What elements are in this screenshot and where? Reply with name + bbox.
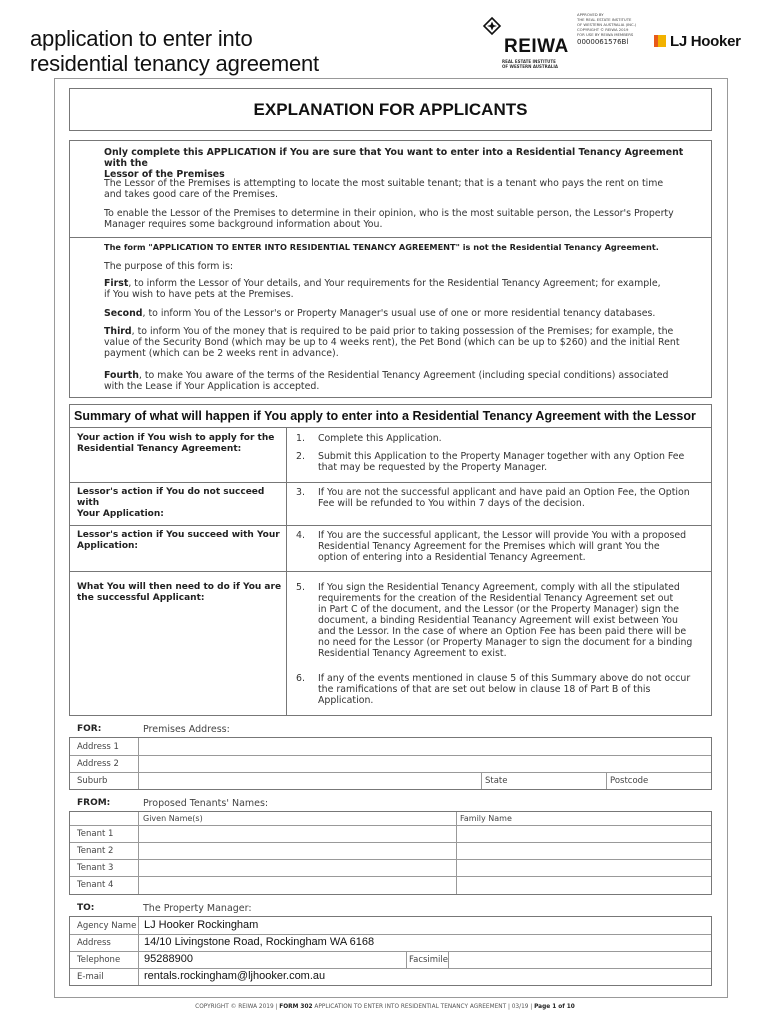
summary-action-4 bbox=[77, 582, 282, 604]
email-field[interactable]: rentals.rockingham@ljhooker.com.au bbox=[144, 970, 326, 982]
fourth-line-1: , to make You aware of the terms of the Residential Tenancy Agreement (including special conditions) associated bbox=[138, 370, 669, 381]
premises-address-grid bbox=[69, 737, 712, 790]
reiwa-sub-line-2: OF WESTERN AUSTRALIA bbox=[502, 64, 558, 69]
summary-item-6-line-2: the ramifications of that are set out below in clause 18 of Part B of this bbox=[318, 684, 651, 695]
third-label: Third bbox=[104, 326, 132, 337]
to-label: TO: bbox=[77, 903, 95, 913]
intro-bold bbox=[104, 147, 694, 180]
summary-item-6 bbox=[318, 673, 702, 706]
summary-table bbox=[69, 404, 712, 716]
summary-item-number: 3. bbox=[296, 487, 305, 498]
third-line-3: payment (which can be 2 weeks rent in advance). bbox=[104, 348, 339, 359]
footer-copyright: COPYRIGHT © REIWA 2019 | bbox=[195, 1004, 280, 1010]
summary-item-1: Complete this Application. bbox=[318, 433, 442, 444]
grid-line bbox=[70, 825, 711, 826]
summary-item-3-line-1: If You are not the successful applicant and have paid an Option Fee, the Option bbox=[318, 487, 690, 498]
tenants-grid bbox=[69, 811, 712, 895]
para-2 bbox=[104, 208, 694, 230]
summary-title: Summary of what will happen if You apply to enter into a Residential Tenancy Agreement with the Lessor bbox=[70, 405, 711, 428]
summary-item-5-line-1: If You sign the Residential Tenancy Agreement, comply with all the stipulated bbox=[318, 582, 680, 593]
approval-number: 0000061576Bl bbox=[577, 38, 629, 46]
tenant-4-label: Tenant 4 bbox=[77, 880, 114, 890]
grid-line bbox=[70, 859, 711, 860]
title-line-1: application to enter into bbox=[30, 26, 253, 51]
document-title bbox=[30, 26, 390, 76]
grid-line bbox=[70, 755, 711, 756]
para-1 bbox=[104, 178, 694, 200]
grid-line bbox=[70, 842, 711, 843]
para-2-line-1: To enable the Lessor of the Premises to determine in their opinion, who is the most suitable person, the Lessor's Property bbox=[104, 208, 674, 219]
summary-item-number: 2. bbox=[296, 451, 305, 462]
fourth-line-2: with the Lease if Your Application is accepted. bbox=[104, 381, 320, 392]
first-line-1: , to inform the Lessor of Your details, and Your requirements for the Residential Tenancy Agreement; for example, bbox=[128, 278, 661, 289]
tenant-3-label: Tenant 3 bbox=[77, 863, 114, 873]
summary-item-5-line-2: requirements for the creation of the Residential Tenancy Agreement set out bbox=[318, 593, 674, 604]
summary-action-1 bbox=[77, 433, 282, 455]
lj-hooker-wordmark: LJ Hooker bbox=[670, 32, 741, 50]
summary-item-4 bbox=[318, 530, 702, 563]
grid-vline bbox=[481, 772, 482, 789]
postcode-label: Postcode bbox=[610, 776, 649, 786]
explanation-box bbox=[69, 140, 712, 398]
address-1-label: Address 1 bbox=[77, 742, 119, 752]
summary-item-5-line-4: document, a binding Residential Teanancy Agreement will exist between You bbox=[318, 615, 678, 626]
explanation-divider bbox=[70, 237, 711, 238]
grid-vline bbox=[406, 951, 407, 968]
summary-item-2 bbox=[318, 451, 702, 473]
purpose-third bbox=[104, 326, 694, 359]
summary-action-1-line-1: Your action if You wish to apply for the bbox=[77, 433, 275, 443]
facsimile-label: Facsimile bbox=[409, 955, 449, 965]
third-line-1: , to inform You of the money that is required to be paid prior to taking possession of the Premises; for example, the bbox=[131, 326, 674, 337]
grid-line bbox=[70, 934, 711, 935]
family-name-header: Family Name bbox=[460, 814, 512, 823]
agency-name-field[interactable]: LJ Hooker Rockingham bbox=[144, 919, 259, 931]
state-label: State bbox=[485, 776, 508, 786]
grid-line bbox=[70, 968, 711, 969]
second-label: Second bbox=[104, 308, 143, 319]
page-footer bbox=[0, 1004, 770, 1010]
grid-vline bbox=[606, 772, 607, 789]
explanation-heading: EXPLANATION FOR APPLICANTS bbox=[253, 99, 528, 119]
footer-form-number: FORM 302 bbox=[279, 1004, 313, 1010]
intro-bold-line-2: Lessor of the Premises bbox=[104, 169, 225, 180]
approval-line-3: OF WESTERN AUSTRALIA (INC.) bbox=[577, 22, 637, 27]
summary-action-2 bbox=[77, 487, 282, 520]
summary-action-3-line-1: Lessor's action if You succeed with Your bbox=[77, 530, 280, 540]
summary-action-3-line-2: Application: bbox=[77, 541, 139, 551]
first-line-2: if You wish to have pets at the Premises. bbox=[104, 289, 294, 300]
para-2-line-2: Manager requires some background information about You. bbox=[104, 219, 383, 230]
grid-line bbox=[70, 876, 711, 877]
telephone-field[interactable]: 95288900 bbox=[144, 953, 193, 965]
grid-vline bbox=[448, 951, 449, 968]
purpose-intro: The purpose of this form is: bbox=[104, 261, 234, 272]
intro-bold-line-1: Only complete this APPLICATION if You are sure that You want to enter into a Residential Tenancy Agreement with the bbox=[104, 147, 684, 169]
tenant-2-label: Tenant 2 bbox=[77, 846, 114, 856]
lj-hooker-logo bbox=[654, 33, 741, 49]
second-line-1: , to inform You of the Lessor's or Property Manager's usual use of one or more residential tenancy databases. bbox=[142, 308, 656, 319]
summary-item-6-line-1: If any of the events mentioned in clause 5 of this Summary above do not occur bbox=[318, 673, 691, 684]
summary-action-2-line-2: Your Application: bbox=[77, 509, 164, 519]
summary-action-3 bbox=[77, 530, 282, 552]
premises-address-title: Premises Address: bbox=[143, 724, 230, 735]
purpose-fourth bbox=[104, 370, 694, 392]
summary-item-2-line-1: Submit this Application to the Property Manager together with any Option Fee bbox=[318, 451, 685, 462]
para-1-line-1: The Lessor of the Premises is attempting to locate the most suitable tenant; that is a tenant who pays the rent on time bbox=[104, 178, 664, 189]
grid-vline bbox=[138, 738, 139, 789]
summary-column-divider bbox=[286, 428, 287, 716]
from-label: FROM: bbox=[77, 798, 111, 808]
summary-item-4-line-3: option of entering into a Residential Tenancy Agreement. bbox=[318, 552, 586, 563]
for-label: FOR: bbox=[77, 724, 102, 734]
summary-action-4-line-1: What You will then need to do if You are bbox=[77, 582, 282, 592]
tenants-names-title: Proposed Tenants' Names: bbox=[143, 798, 269, 809]
grid-line bbox=[70, 951, 711, 952]
summary-item-5 bbox=[318, 582, 702, 659]
reiwa-sub-line-1: REAL ESTATE INSTITUTE bbox=[502, 59, 556, 64]
purpose-first bbox=[104, 278, 694, 300]
approval-block bbox=[577, 12, 652, 46]
agency-address-field[interactable]: 14/10 Livingstone Road, Rockingham WA 6168 bbox=[144, 936, 375, 948]
given-name-header: Given Name(s) bbox=[143, 814, 203, 823]
email-label: E-mail bbox=[77, 972, 104, 982]
property-manager-title: The Property Manager: bbox=[143, 903, 252, 914]
grid-vline bbox=[138, 917, 139, 985]
summary-item-number: 1. bbox=[296, 433, 305, 444]
not-the-agreement-notice: The form "APPLICATION TO ENTER INTO RESIDENTIAL TENANCY AGREEMENT" is not the Residential Tenancy Agreement. bbox=[104, 242, 659, 252]
agency-name-label: Agency Name bbox=[77, 921, 137, 931]
tenant-1-label: Tenant 1 bbox=[77, 829, 114, 839]
summary-item-2-line-2: that may be requested by the Property Manager. bbox=[318, 462, 548, 473]
reiwa-wordmark: REIWA bbox=[504, 36, 569, 57]
summary-item-number: 4. bbox=[296, 530, 305, 541]
summary-item-4-line-2: Residential Tenancy Agreement for the Premises which will grant You the bbox=[318, 541, 660, 552]
grid-vline bbox=[456, 812, 457, 894]
purpose-second bbox=[104, 308, 694, 319]
summary-action-1-line-2: Residential Tenancy Agreement: bbox=[77, 444, 242, 454]
approval-line-5: FOR USE BY REIWA MEMBERS bbox=[577, 32, 634, 37]
grid-vline bbox=[138, 812, 139, 894]
approval-line-4: COPYRIGHT © REIWA 2019 bbox=[577, 27, 629, 32]
telephone-label: Telephone bbox=[77, 955, 121, 965]
summary-item-number: 6. bbox=[296, 673, 305, 684]
approval-line-2: THE REAL ESTATE INSTITUTE bbox=[577, 17, 632, 22]
summary-action-2-line-1: Lessor's action if You do not succeed with bbox=[77, 487, 265, 508]
third-line-2: value of the Security Bond (which may be up to 4 weeks rent), the Pet Bond (which can be up to $260) and the initial Rent bbox=[104, 337, 680, 348]
summary-row-divider bbox=[70, 525, 711, 526]
summary-item-5-line-7: Residential Tenancy Agreement to exist. bbox=[318, 648, 507, 659]
approval-line-1: APPROVED BY bbox=[577, 12, 604, 17]
property-manager-grid bbox=[69, 916, 712, 986]
summary-item-5-line-5: and the Lessor. In the case of where an Option Fee has been paid there will be bbox=[318, 626, 687, 637]
reiwa-logo bbox=[480, 16, 575, 74]
summary-item-3 bbox=[318, 487, 702, 509]
summary-item-4-line-1: If You are the successful applicant, the Lessor will provide You with a proposed bbox=[318, 530, 687, 541]
footer-page-number: Page 1 of 10 bbox=[534, 1004, 575, 1010]
summary-item-3-line-2: Fee will be refunded to You within 7 days of the decision. bbox=[318, 498, 585, 509]
fourth-label: Fourth bbox=[104, 370, 139, 381]
address-label: Address bbox=[77, 938, 111, 948]
summary-item-6-line-3: Application. bbox=[318, 695, 374, 706]
address-2-label: Address 2 bbox=[77, 759, 119, 769]
reiwa-subtitle bbox=[502, 59, 582, 69]
footer-description: APPLICATION TO ENTER INTO RESIDENTIAL TENANCY AGREEMENT | 03/19 | bbox=[312, 1004, 535, 1010]
summary-item-5-line-6: no need for the Lessor (or Property Manager to sign the document for a binding bbox=[318, 637, 693, 648]
para-1-line-2: and takes good care of the Premises. bbox=[104, 189, 278, 200]
lj-hooker-mark-icon bbox=[654, 35, 666, 47]
title-line-2: residential tenancy agreement bbox=[30, 51, 319, 76]
summary-item-number: 5. bbox=[296, 582, 305, 593]
summary-row-divider bbox=[70, 571, 711, 572]
explanation-heading-box bbox=[69, 88, 712, 131]
summary-action-4-line-2: the successful Applicant: bbox=[77, 593, 205, 603]
suburb-label: Suburb bbox=[77, 776, 108, 786]
summary-item-5-line-3: in Part C of the document, and the Lessor (or the Property Manager) sign the bbox=[318, 604, 680, 615]
summary-row-divider bbox=[70, 482, 711, 483]
grid-line bbox=[70, 772, 711, 773]
first-label: First bbox=[104, 278, 129, 289]
